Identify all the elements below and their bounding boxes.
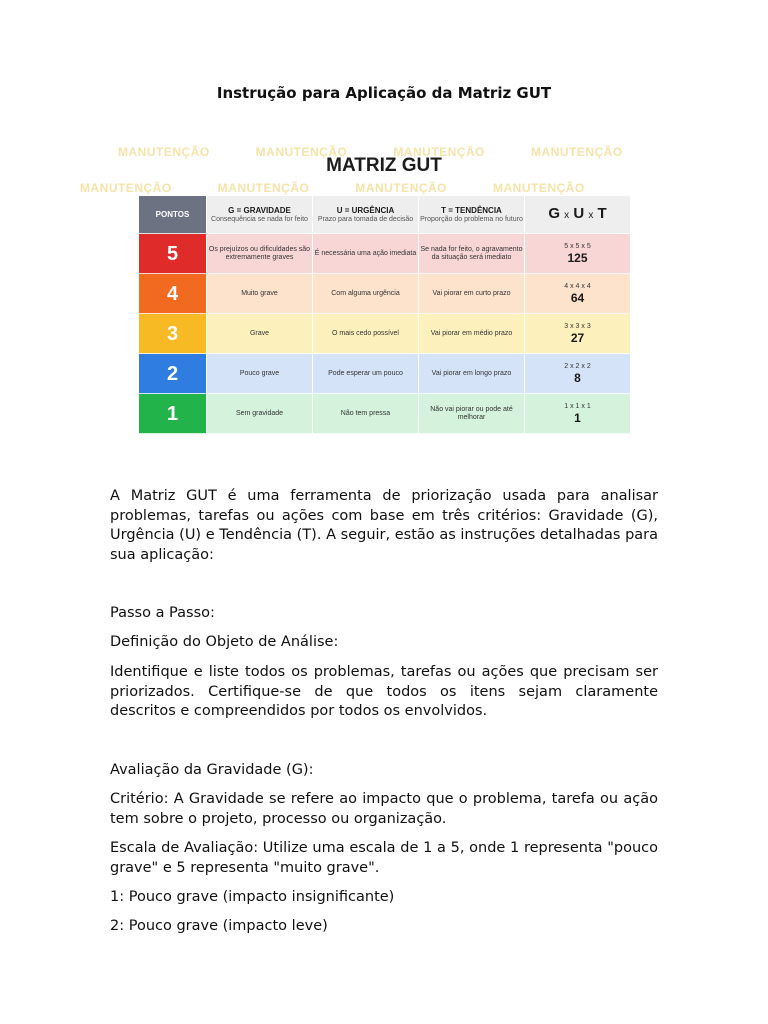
criterion-cell-t: Vai piorar em médio prazo — [419, 314, 524, 354]
figure-title: MATRIZ GUT — [326, 155, 442, 176]
gut-score-cell — [525, 354, 630, 394]
gut-table — [139, 196, 630, 434]
criterion-cell-t: Vai piorar em longo prazo — [419, 354, 524, 394]
scale-item: 1: Pouco grave (impacto insignificante) — [110, 889, 395, 905]
criterion-cell-u: É necessária uma ação imediata — [313, 234, 418, 274]
page-title: Instrução para Aplicação da Matriz GUT — [216, 84, 552, 102]
gut-formula: 1 x 1 x 1 — [564, 402, 591, 410]
gut-score-cell — [525, 274, 630, 314]
criterion-cell-t: Não vai piorar ou pode até melhorar — [419, 394, 524, 434]
gravity-scale: Escala de Avaliação: Utilize uma escala de 1 a 5, onde 1 representa "pouco grave" e 5 representa "muito grave". — [110, 840, 658, 876]
header-urgencia: U = URGÊNCIA Prazo para tomada de decisão — [313, 196, 418, 234]
header-gravidade: G = GRAVIDADE Consequência se nada for feito — [207, 196, 312, 234]
gut-formula: 2 x 2 x 2 — [564, 362, 591, 370]
criterion-cell-g: Sem gravidade — [207, 394, 312, 434]
header-gut-product: G x U x T — [525, 196, 630, 234]
header-pontos: PONTOS — [139, 196, 206, 234]
points-cell: 4 — [139, 274, 206, 314]
scale-item: 2: Pouco grave (impacto leve) — [110, 918, 328, 934]
criterion-cell-g: Pouco grave — [207, 354, 312, 394]
header-tendencia: T = TENDÊNCIA Proporção do problema no futuro — [419, 196, 524, 234]
criterion-cell-t: Vai piorar em curto prazo — [419, 274, 524, 314]
points-cell: 1 — [139, 394, 206, 434]
points-cell: 2 — [139, 354, 206, 394]
gravity-criterion: Critério: A Gravidade se refere ao impacto que o problema, tarefa ou ação tem sobre o projeto, processo ou organização. — [110, 791, 658, 827]
gut-result: 27 — [570, 330, 585, 345]
criterion-cell-u: O mais cedo possível — [313, 314, 418, 354]
criterion-cell-u: Com alguma urgência — [313, 274, 418, 314]
definition-text: Identifique e liste todos os problemas, tarefas ou ações que precisam ser priorizados. Certifique-se de que todos os itens sejam claramente descritos e compreendidos por todos os envolvidos. — [110, 664, 658, 719]
criterion-cell-g: Grave — [207, 314, 312, 354]
definition-heading: Definição do Objeto de Análise: — [110, 634, 339, 650]
gut-result: 8 — [574, 370, 581, 385]
points-cell: 3 — [139, 314, 206, 354]
gut-score-cell — [525, 394, 630, 434]
criterion-cell-g: Muito grave — [207, 274, 312, 314]
criterion-cell-u: Pode esperar um pouco — [313, 354, 418, 394]
gut-score-cell — [525, 314, 630, 354]
gut-result: 125 — [567, 250, 588, 265]
gut-formula: 4 x 4 x 4 — [564, 282, 591, 290]
criterion-cell-t: Se nada for feito, o agravamento da situação será imediato — [419, 234, 524, 274]
criterion-cell-u: Não tem pressa — [313, 394, 418, 434]
criterion-cell-g: Os prejuízos ou dificuldades são extremamente graves — [207, 234, 312, 274]
gut-formula: 5 x 5 x 5 — [564, 242, 591, 250]
watermark: MANUTENÇÃO MANUTENÇÃO MANUTENÇÃO MANUTENÇÃO — [80, 181, 585, 195]
gut-result: 1 — [574, 410, 581, 425]
gut-formula: 3 x 3 x 3 — [564, 322, 591, 330]
gut-result: 64 — [570, 290, 585, 305]
points-cell: 5 — [139, 234, 206, 274]
step-heading: Passo a Passo: — [110, 605, 215, 621]
gut-score-cell — [525, 234, 630, 274]
intro-paragraph: A Matriz GUT é uma ferramenta de priorização usada para analisar problemas, tarefas ou ações com base em três critérios: Gravidade (G), Urgência (U) e Tendência (T). A seguir, estão as instruções detalhadas para sua aplicação: — [110, 488, 658, 563]
gut-matrix-figure — [80, 135, 658, 445]
gravity-heading: Avaliação da Gravidade (G): — [110, 762, 314, 778]
watermark: MANUTENÇÃO MANUTENÇÃO MANUTENÇÃO MANUTENÇÃO — [118, 145, 623, 159]
